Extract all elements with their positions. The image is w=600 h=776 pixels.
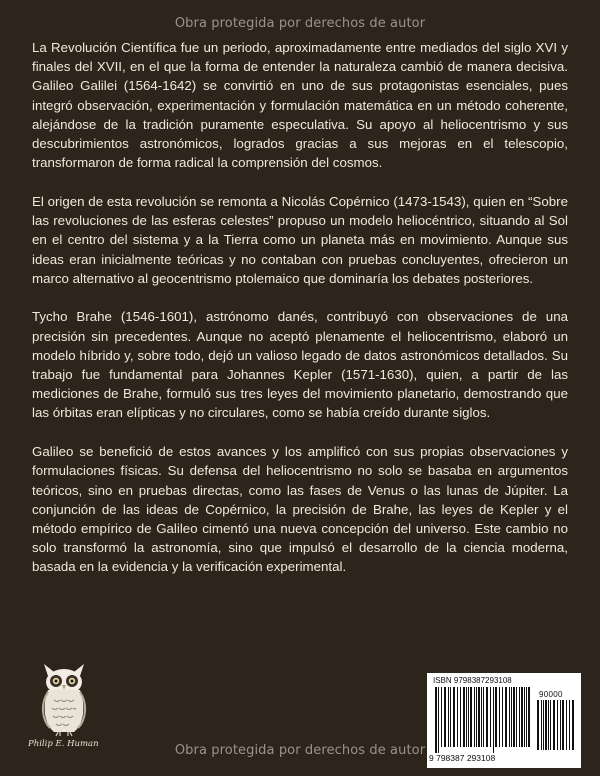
barcode-bar <box>519 687 520 747</box>
barcode-bar <box>509 687 510 747</box>
owl-icon <box>34 662 94 746</box>
barcode-bar <box>505 687 507 747</box>
barcode-bar <box>474 687 475 747</box>
paragraph: Tycho Brahe (1546-1601), astrónomo danés, contribuyó con observaciones de una precisión sin precedentes. Aunque no aceptó plenamente el heliocentrismo, elaboró un modelo híbrido y, sobre todo, dejó un valioso legado de datos astronómicos detallados. Su trabajo fue fundamental para Johannes Kepler (1571-1630), quien, a partir de las mediciones de Brahe, formuló sus tres leyes del movimiento planetario, demostrando que las órbitas eran elípticas y no circulares, como se había creído durante siglos. <box>32 309 568 421</box>
barcode-bar <box>450 687 451 747</box>
author-signature: Philip E. Human <box>28 739 99 749</box>
barcode-bar <box>528 687 530 747</box>
paragraph: La Revolución Científica fue un periodo, aproximadamente entre mediados del siglo XVI y finales del XVII, en el que la forma de entender la naturaleza cambió de manera decisiva. Galileo Galilei (1564-1642) se convirtió en uno de sus protagonistas esenciales, pues integró observación, experimentación y formulación matemática en un método coherente, alejándose de la tradición puramente especulativa. Su apoyo al heliocentrismo y sus descubrimientos astronómicos, logrados gracias a sus mejoras en el telescopio, transformaron de forma radical la comprensión del cosmos. <box>32 40 568 171</box>
barcode-bar <box>526 687 527 747</box>
barcode-bar <box>483 687 484 747</box>
barcode-bar <box>490 687 491 747</box>
barcode-bar <box>502 687 503 747</box>
copyright-watermark-top: Obra protegida por derechos de autor <box>174 16 426 31</box>
barcode-bar <box>468 687 469 747</box>
barcode-bar <box>457 687 458 747</box>
barcode-bar <box>478 687 480 747</box>
barcode-bar <box>516 687 517 747</box>
barcode-bar <box>513 687 515 747</box>
barcode-bar <box>466 687 467 747</box>
barcode-bar <box>521 687 523 747</box>
paragraph: Galileo se benefició de estos avances y los amplificó con sus propias observaciones y formulaciones físicas. Su defensa del heliocentrismo no solo se basaba en argumentos teóricos, sino en pruebas directas, como las fases de Venus o las lunas de Júpiter. La conjunción de las ideas de Copérnico, la precisión de Brahe, las leyes de Kepler y el método empírico de Galileo cimentó una nueva concepción del universo. Este cambio no solo transformó la astronomía, sino que impulsó el desarrollo de la ciencia moderna, basada en la evidencia y la verificación experimental. <box>32 444 568 575</box>
barcode-bar <box>444 687 446 747</box>
barcode-bar <box>499 687 500 747</box>
barcode-bar <box>495 687 497 747</box>
paragraph: El origen de esta revolución se remonta a Nicolás Copérnico (1473-1543), quien en “Sobre las revoluciones de las esferas celestes” propuso un modelo heliocéntrico, situando al Sol en el centro del sistema y a la Tierra como un planeta más en movimiento. Aunque sus ideas eran inicialmente teóricas y no contaban con pruebas concluyentes, ofrecieron un marco alternativo al geocentrismo ptolemaico que dominaría los debates posteriores. <box>32 193 568 286</box>
barcode-bar <box>463 687 465 747</box>
price-code: 90000 <box>539 690 563 699</box>
barcode-bar <box>524 687 525 747</box>
barcode-bar <box>476 687 477 747</box>
barcode-bar <box>470 687 472 747</box>
barcode-bar <box>448 687 449 747</box>
isbn-digits: 9 798387 293108 <box>429 753 496 763</box>
barcode-bar <box>441 687 442 747</box>
barcode-bar <box>486 687 488 747</box>
copyright-watermark-bottom: Obra protegida por derechos de autor <box>174 743 426 758</box>
barcode-bar <box>511 687 512 747</box>
isbn-label: ISBN 9798387293108 <box>433 676 512 685</box>
barcode-bar <box>453 687 455 747</box>
back-cover-text <box>32 38 568 596</box>
barcode-bar <box>481 687 482 747</box>
barcode-bar <box>460 687 461 747</box>
